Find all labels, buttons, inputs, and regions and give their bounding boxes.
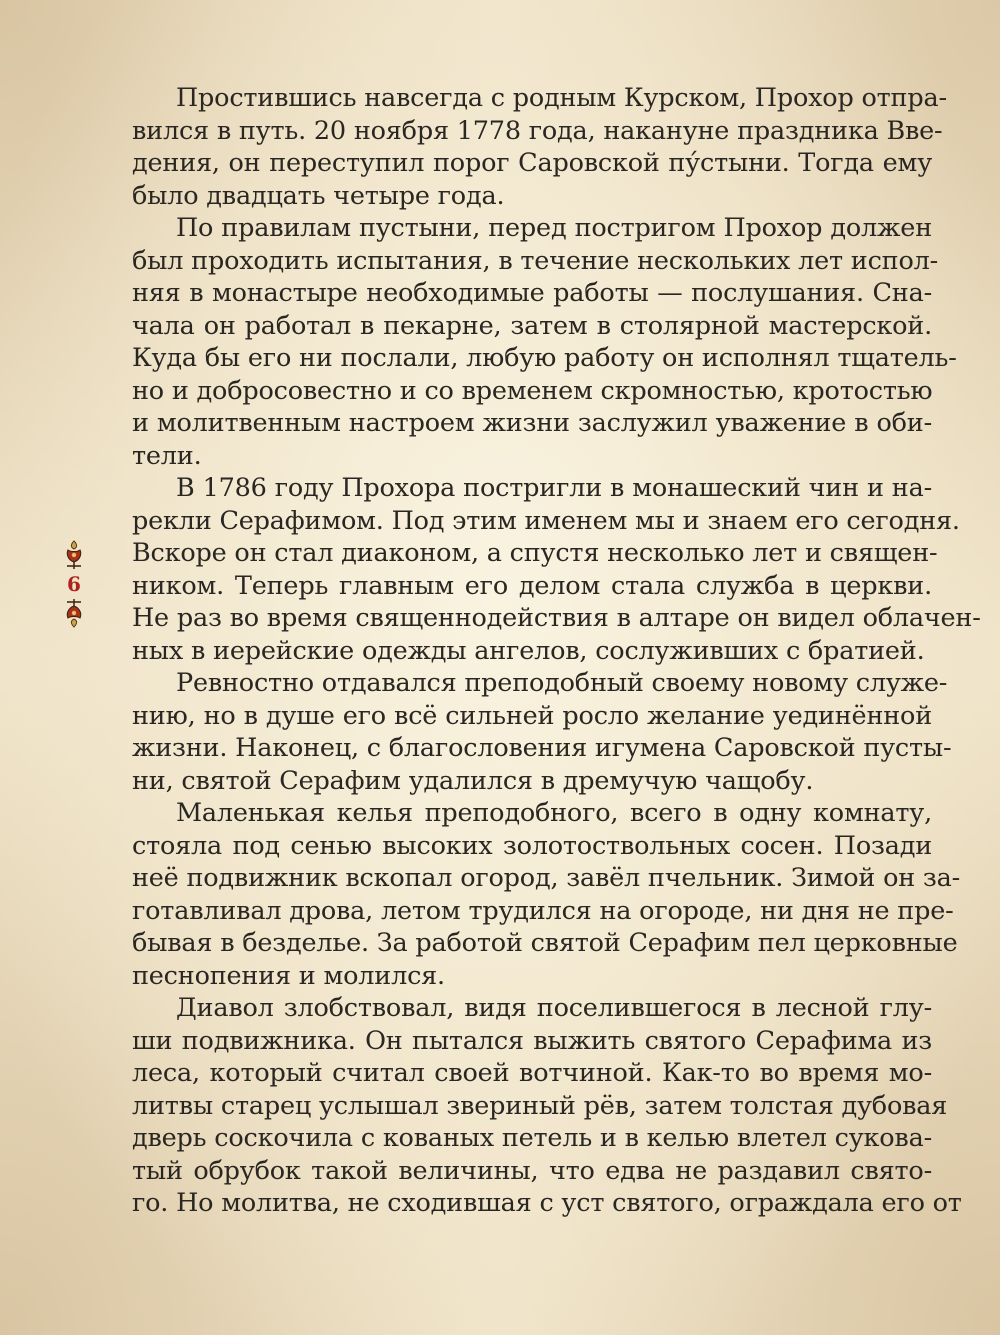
flower-ornament-icon <box>62 540 86 570</box>
text-line: дверь соскочила с кованых петель и в келью влетел сукова- <box>132 1123 932 1153</box>
text-line: готавливал дрова, летом трудился на огороде, ни дня не пре- <box>132 895 954 926</box>
body-text <box>132 82 981 1220</box>
text-line: стояла под сенью высоких золотоствольных сосен. Позади <box>132 830 932 861</box>
paragraph <box>132 212 957 472</box>
text-line: тели. <box>132 440 202 471</box>
paragraph <box>132 797 961 992</box>
text-line: ных в иерейские одежды ангелов, сослуживших с братией. <box>132 635 925 666</box>
text-line: был проходить испытания, в течение нескольких лет испол- <box>132 245 939 276</box>
text-line: Куда бы его ни послали, любую работу он исполнял тщатель- <box>132 343 957 373</box>
flower-ornament-icon <box>62 598 86 628</box>
text-line: Ревностно отдавался преподобный своему новому служе- <box>176 668 948 698</box>
text-line: но и добросовестно и со временем скромностью, кротостью <box>132 375 933 406</box>
text-line: Вскоре он стал диаконом, а спустя несколько лет и священ- <box>132 538 938 568</box>
text-line: бывая в безделье. За работой святой Серафим пел церковные <box>132 928 958 958</box>
text-line: В 1786 году Прохора постригли в монашеский чин и на- <box>176 473 932 503</box>
text-line: леса, который считал своей вотчиной. Как-то во время мо- <box>132 1058 932 1088</box>
text-line: жизни. Наконец, с благословения игумена Саровской пусты- <box>132 733 952 763</box>
page-number: 6 <box>67 572 81 596</box>
text-line: ни, святой Серафим удалился в дремучую чащобу. <box>132 765 814 796</box>
text-line: неё подвижник вскопал огород, завёл пчельник. Зимой он за- <box>132 863 961 893</box>
text-line: литвы старец услышал звериный рёв, затем толстая дубовая <box>132 1090 948 1121</box>
text-line: няя в монастыре необходимые работы — послушания. Сна- <box>132 278 932 308</box>
page-marker <box>56 540 92 628</box>
text-line: Простившись навсегда с родным Курском, Прохор отпра- <box>176 83 947 113</box>
paragraph <box>132 992 962 1220</box>
paragraph <box>132 472 981 667</box>
paragraph <box>132 82 947 212</box>
text-line: вился в путь. 20 ноября 1778 года, накануне праздника Вве- <box>132 115 943 146</box>
text-line: песнопения и молился. <box>132 960 445 991</box>
text-line: рекли Серафимом. Под этим именем мы и знаем его сегодня. <box>132 505 960 536</box>
text-line: тый обрубок такой величины, что едва не раздавил свято- <box>132 1155 932 1186</box>
text-line: Диавол злобствовал, видя поселившегося в лесной глу- <box>176 993 932 1023</box>
text-line: Маленькая келья преподобного, всего в одну комнату, <box>176 798 932 828</box>
text-line: чала он работал в пекарне, затем в столярной мастерской. <box>132 310 932 341</box>
text-line: дения, он переступил порог Саровской пу́стыни. Тогда ему <box>132 148 932 178</box>
text-line: По правилам пустыни, перед постригом Прохор должен <box>176 213 932 243</box>
text-line: го. Но молитва, не сходившая с уст святого, ограждала его от <box>132 1188 962 1218</box>
text-line: Не раз во время священнодействия в алтаре он видел облачен- <box>132 603 981 633</box>
text-line: ником. Теперь главным его делом стала служба в церкви. <box>132 570 932 601</box>
text-line: нию, но в душе его всё сильней росло желание уединённой <box>132 700 932 731</box>
paragraph <box>132 667 952 797</box>
text-line: и молитвенным настроем жизни заслужил уважение в оби- <box>132 408 932 438</box>
text-line: ши подвижника. Он пытался выжить святого Серафима из <box>132 1025 932 1056</box>
text-line: было двадцать четыре года. <box>132 180 505 211</box>
